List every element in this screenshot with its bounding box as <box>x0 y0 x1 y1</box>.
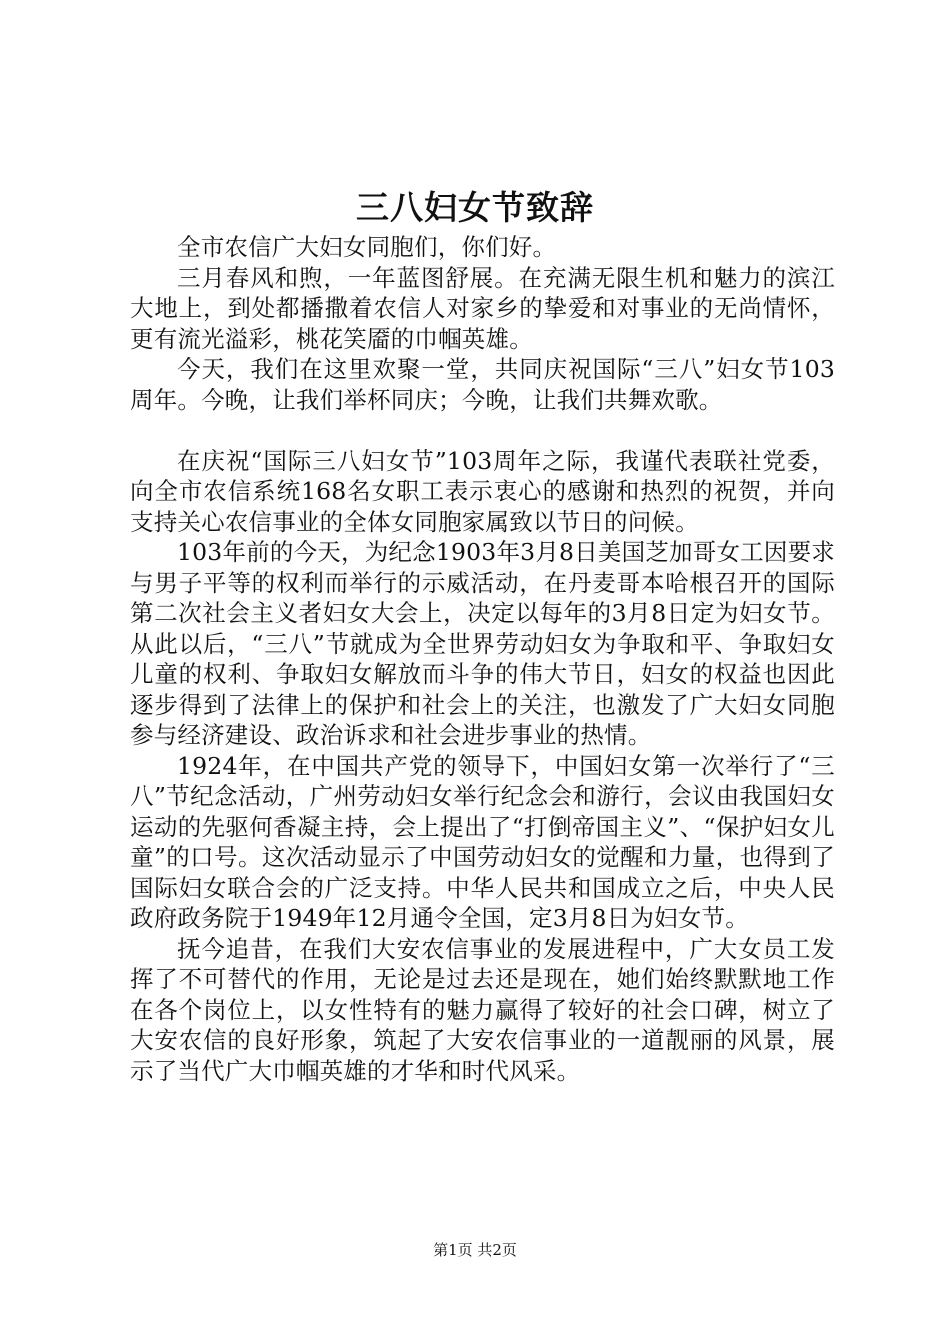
document-body <box>130 232 835 1086</box>
paragraph-today: 今天，我们在这里欢聚一堂，共同庆祝国际“三八”妇女节103周年。今晚，让我们举杯同庆；今晚，让我们共舞欢歌。 <box>130 355 835 414</box>
paragraph-spring: 三月春风和煦，一年蓝图舒展。在充满无限生机和魅力的滨江大地上，到处都播撒着农信人对家乡的挚爱和对事业的无尚情怀，更有流光溢彩，桃花笑靥的巾帼英雄。 <box>130 263 835 353</box>
paragraph-greeting: 全市农信广大妇女同胞们，你们好。 <box>177 233 557 261</box>
page-footer: 第1页 共2页 <box>433 1241 517 1259</box>
paragraph-contribution: 抚今追昔，在我们大安农信事业的发展进程中，广大女员工发挥了不可替代的作用，无论是过去还是现在，她们始终默默地工作在各个岗位上，以女性特有的魅力赢得了较好的社会口碑，树立了大安农信的良好形象，筑起了大安农信事业的一道靓丽的风景，展示了当代广大巾帼英雄的才华和时代风采。 <box>130 934 835 1085</box>
paragraph-history-1924: 1924年，在中国共产党的领导下，中国妇女第一次举行了“三八”节纪念活动，广州劳动妇女举行纪念会和游行，会议由我国妇女运动的先驱何香凝主持，会上提出了“打倒帝国主义”、“保护妇女儿童”的口号。这次活动显示了中国劳动妇女的觉醒和力量，也得到了国际妇女联合会的广泛支持。中华人民共和国成立之后，中央人民政府政务院于1949年12月通令全国，定3月8日为妇女节。 <box>130 751 835 932</box>
paragraph-history-1903: 103年前的今天，为纪念1903年3月8日美国芝加哥女工因要求与男子平等的权利而举行的示威活动，在丹麦哥本哈根召开的国际第二次社会主义者妇女大会上，决定以每年的3月8日定为妇女节。从此以后，“三八”节就成为全世界劳动妇女为争取和平、争取妇女儿童的权利、争取妇女解放而斗争的伟大节日，妇女的权益也因此逐步得到了法律上的保护和社会上的关注，也激发了广大妇女同胞参与经济建设、政治诉求和社会进步事业的热情。 <box>130 538 835 749</box>
document-title: 三八妇女节致辞 <box>356 188 594 227</box>
paragraph-congratulations: 在庆祝“国际三八妇女节”103周年之际，我谨代表联社党委，向全市农信系统168名女职工表示衷心的感谢和热烈的祝贺，并向支持关心农信事业的全体女同胞家属致以节日的问候。 <box>130 446 835 536</box>
